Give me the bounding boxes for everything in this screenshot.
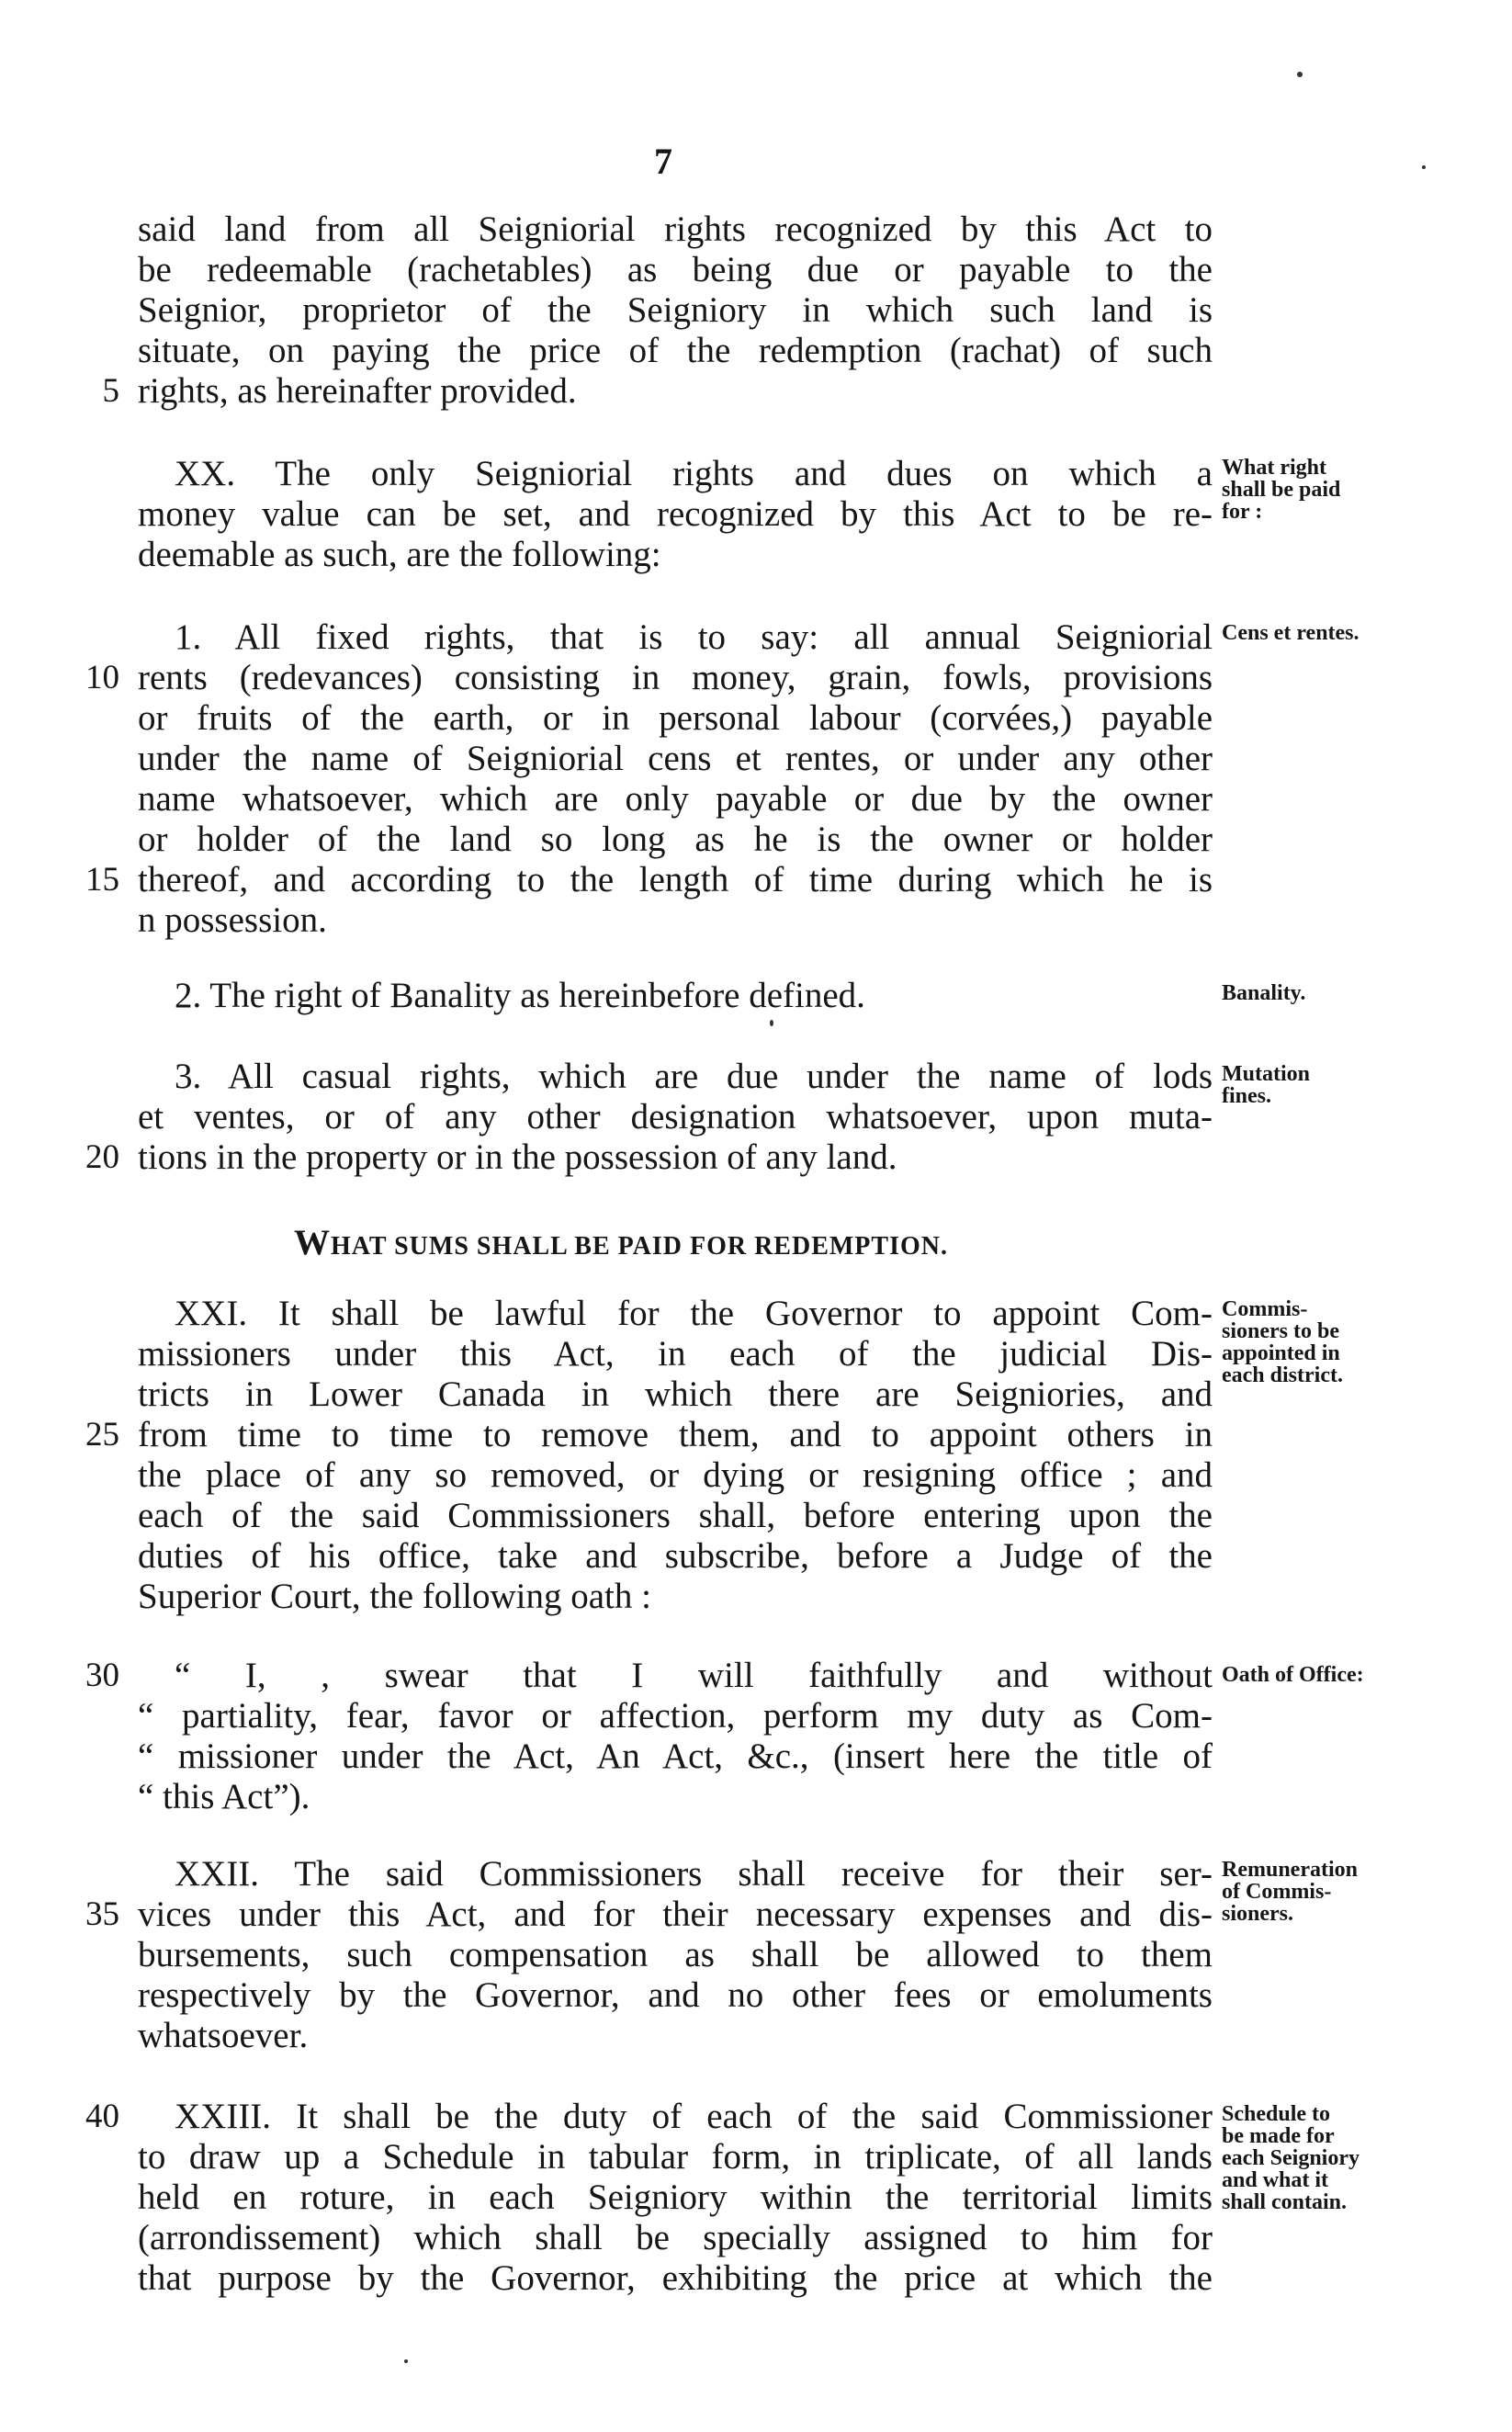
text-line: Seignior, proprietor of the Seigniory in which such land is xyxy=(138,290,1213,330)
text-line: “ I, , swear that I will faithfully and without xyxy=(175,1656,1213,1695)
text-line: each of the said Commissioners shall, before entering upon the xyxy=(138,1496,1213,1535)
text-line: to draw up a Schedule in tabular form, in triplicate, of all lands xyxy=(138,2137,1213,2177)
sidenote: and what it xyxy=(1222,2168,1329,2192)
text-line: et ventes, or of any other designation whatsoever, upon muta- xyxy=(138,1097,1213,1137)
text-line: duties of his office, take and subscribe, before a Judge of the xyxy=(138,1536,1213,1576)
page-number: 7 xyxy=(654,141,672,182)
sidenote: What right xyxy=(1222,456,1326,480)
sidenote: each district. xyxy=(1222,1363,1343,1387)
text-line: XX. The only Seigniorial rights and dues on which a xyxy=(175,454,1213,493)
text-line: “ missioner under the Act, An Act, &c., (insert here the title of xyxy=(138,1736,1213,1776)
text-line: rights, as hereinafter provided. xyxy=(138,371,577,411)
section-heading: WHAT SUMS SHALL BE PAID FOR REDEMPTION. xyxy=(294,1223,948,1262)
print-speck xyxy=(1422,165,1426,169)
text-line: n possession. xyxy=(138,900,327,940)
line-number: 10 xyxy=(85,659,119,696)
sidenote: sioners to be xyxy=(1222,1319,1339,1343)
sidenote: Mutation xyxy=(1222,1062,1310,1086)
text-line: that purpose by the Governor, exhibiting the price at which the xyxy=(138,2258,1213,2298)
text-line: be redeemable (rachetables) as being due or payable to the xyxy=(138,250,1213,289)
sidenote: Oath of Office: xyxy=(1222,1663,1364,1687)
text-line: under the name of Seigniorial cens et rentes, or under any other xyxy=(138,739,1213,778)
text-line: “ this Act”). xyxy=(138,1777,310,1816)
sidenote: shall contain. xyxy=(1222,2190,1348,2214)
sidenote: for : xyxy=(1222,500,1263,524)
text-line: said land from all Seigniorial rights recognized by this Act to xyxy=(138,209,1213,249)
text-line: 3. All casual rights, which are due under the name of lods xyxy=(175,1057,1213,1096)
text-line: the place of any so removed, or dying or resigning office ; and xyxy=(138,1455,1213,1495)
print-speck xyxy=(404,2359,408,2363)
text-line: XXI. It shall be lawful for the Governor to appoint Com- xyxy=(175,1294,1213,1333)
text-line: bursements, such compensation as shall be allowed to them xyxy=(138,1935,1213,1974)
text-line: rents (redevances) consisting in money, grain, fowls, provisions xyxy=(138,658,1213,697)
text-line: Superior Court, the following oath : xyxy=(138,1577,651,1616)
text-line: (arrondissement) which shall be specially assigned to him for xyxy=(138,2218,1213,2257)
sidenote: Schedule to xyxy=(1222,2102,1331,2126)
text-line: thereof, and according to the length of time during which he is xyxy=(138,860,1213,899)
text-line: tricts in Lower Canada in which there are Seigniories, and xyxy=(138,1374,1213,1414)
text-line: tions in the property or in the possession of any land. xyxy=(138,1137,897,1177)
text-line: money value can be set, and recognized by this Act to be re- xyxy=(138,494,1213,534)
sidenote: appointed in xyxy=(1222,1341,1340,1365)
line-number: 25 xyxy=(85,1416,119,1454)
sidenote: Cens et rentes. xyxy=(1222,621,1360,645)
line-number: 35 xyxy=(85,1895,119,1933)
text-line: deemable as such, are the following: xyxy=(138,535,661,574)
sidenote: Commis- xyxy=(1222,1297,1308,1321)
text-line: from time to time to remove them, and to appoint others in xyxy=(138,1415,1213,1454)
line-number: 5 xyxy=(102,372,119,410)
line-number: 30 xyxy=(85,1657,119,1694)
sidenote: shall be paid xyxy=(1222,478,1341,502)
text-line: name whatsoever, which are only payable or due by the owner xyxy=(138,779,1213,819)
text-line: 1. All fixed rights, that is to say: all annual Seigniorial xyxy=(175,617,1213,657)
text-line: whatsoever. xyxy=(138,2016,309,2055)
text-line: “ partiality, fear, favor or affection, perform my duty as Com- xyxy=(138,1696,1213,1736)
sidenote: each Seigniory xyxy=(1222,2146,1360,2170)
text-line: vices under this Act, and for their necessary expenses and dis- xyxy=(138,1895,1213,1934)
text-line: XXII. The said Commissioners shall receive for their ser- xyxy=(175,1854,1213,1894)
text-line: or holder of the land so long as he is the owner or holder xyxy=(138,820,1213,859)
text-line: situate, on paying the price of the redemption (rachat) of such xyxy=(138,331,1213,370)
sidenote: sioners. xyxy=(1222,1902,1293,1926)
text-line: held en roture, in each Seigniory within the territorial limits xyxy=(138,2177,1213,2217)
print-speck xyxy=(770,1020,773,1026)
sidenote: of Commis- xyxy=(1222,1880,1332,1904)
line-number: 20 xyxy=(85,1138,119,1176)
sidenote: be made for xyxy=(1222,2124,1335,2148)
line-number: 40 xyxy=(85,2098,119,2135)
text-line: missioners under this Act, in each of the judicial Dis- xyxy=(138,1334,1213,1374)
sidenote: Banality. xyxy=(1222,981,1306,1005)
print-speck xyxy=(1297,72,1303,77)
text-line: or fruits of the earth, or in personal labour (corvées,) payable xyxy=(138,698,1213,738)
text-line: respectively by the Governor, and no other fees or emoluments xyxy=(138,1975,1213,2015)
sidenote: Remuneration xyxy=(1222,1858,1358,1882)
text-line: XXIII. It shall be the duty of each of the said Commissioner xyxy=(175,2097,1213,2136)
line-number: 15 xyxy=(85,861,119,899)
sidenote: fines. xyxy=(1222,1084,1271,1108)
text-line: 2. The right of Banality as hereinbefore defined. xyxy=(175,976,865,1015)
